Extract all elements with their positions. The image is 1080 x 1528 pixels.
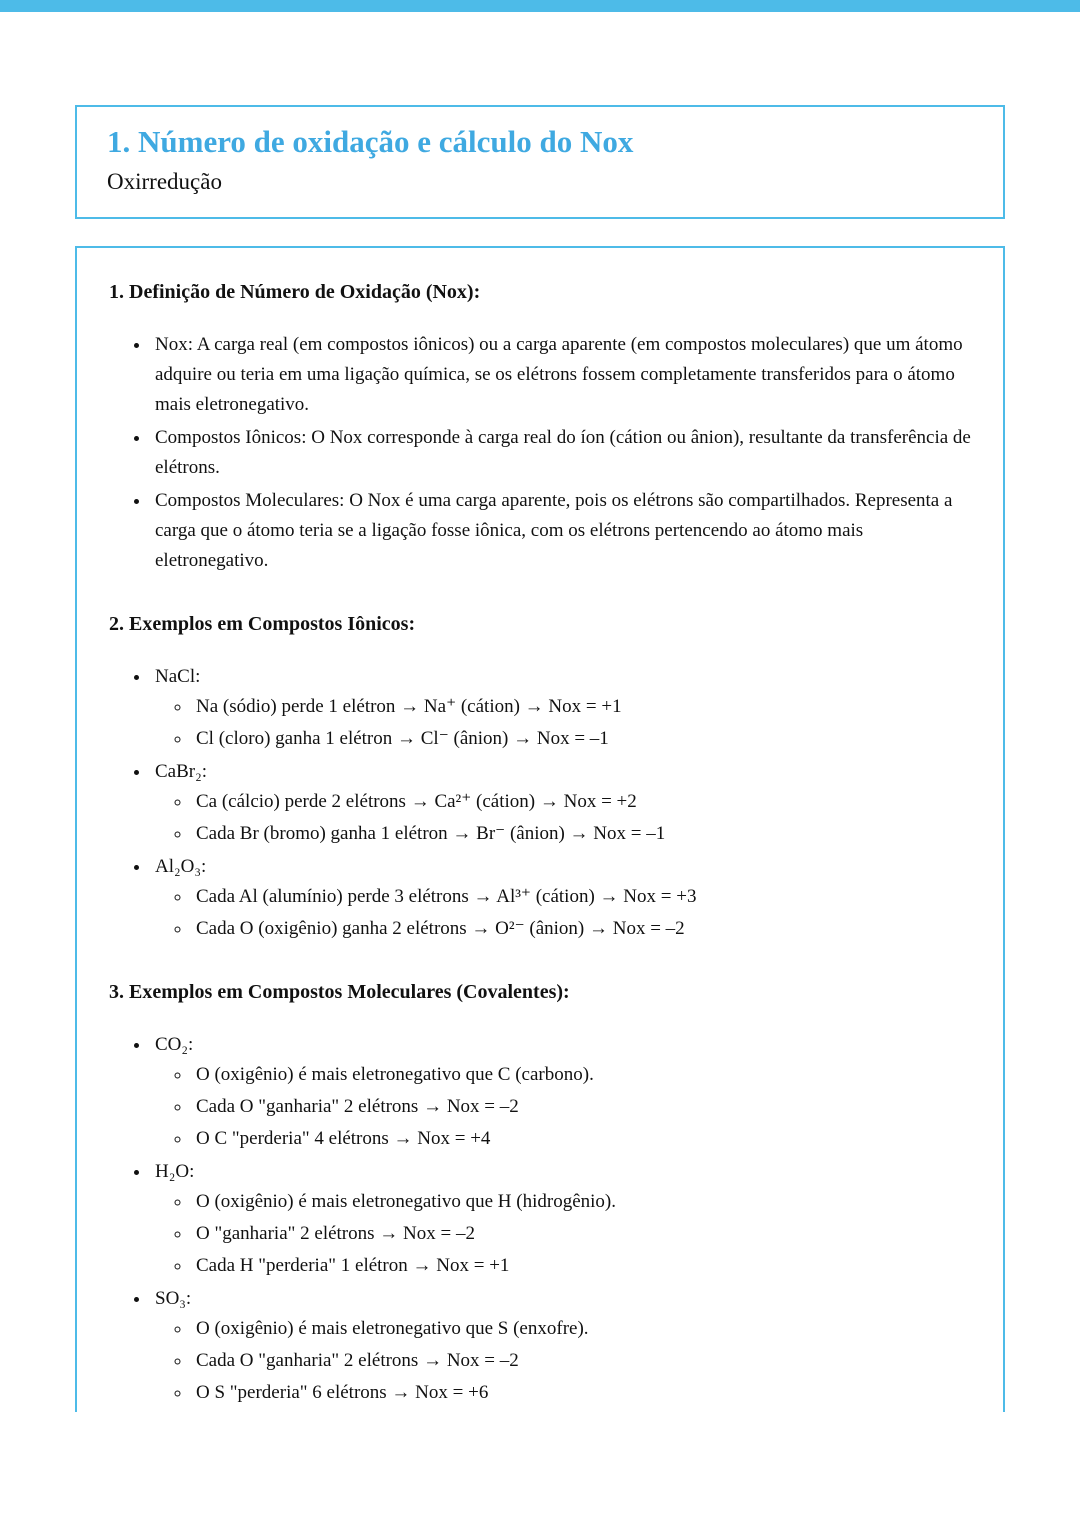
list-item-text: Al₂O₃: (155, 855, 207, 877)
section (109, 278, 971, 576)
bullet-list (109, 1030, 971, 1408)
sub-bullet-list (155, 1187, 971, 1281)
sub-bullet-list (155, 692, 971, 754)
sub-list-item: ◦ O S "perderia" 6 elétrons → Nox = +6 (192, 1378, 971, 1408)
list-item-text: CO₂: (155, 1033, 194, 1055)
page-subtitle: Oxirredução (107, 168, 222, 194)
list-item-text: Compostos Iônicos: O Nox corresponde à carga real do íon (cátion ou ânion), resultante da transferência de elétrons. (155, 426, 971, 478)
list-item (151, 1284, 971, 1408)
sub-list-item: ◦ Na (sódio) perde 1 elétron → Na⁺ (cátion) → Nox = +1 (192, 692, 971, 722)
section-heading: 2. Exemplos em Compostos Iônicos: (109, 612, 416, 635)
sub-bullet-list (155, 882, 971, 944)
list-item (151, 757, 971, 849)
list-item (151, 486, 971, 576)
list-item-text: NaCl: (155, 665, 201, 687)
list-item (151, 423, 971, 483)
page-title: 1. Número de oxidação e cálculo do Nox (107, 124, 634, 159)
sub-list-item: ◦ Cada H "perderia" 1 elétron → Nox = +1 (192, 1251, 971, 1281)
sub-list-item: ◦ Cada O (oxigênio) ganha 2 elétrons → O²⁻ (ânion) → Nox = –2 (192, 914, 971, 944)
list-item-text: SO₃: (155, 1287, 192, 1309)
list-item-text: Compostos Moleculares: O Nox é uma carga aparente, pois os elétrons são compartilhados. Representa a carga que o átomo teria se a ligação fosse iônica, com os elétrons pertencendo ao átomo mais eletronegativo. (155, 489, 953, 571)
sub-list-item: ◦ O (oxigênio) é mais eletronegativo que C (carbono). (192, 1060, 971, 1090)
sub-bullet-list (155, 1314, 971, 1408)
list-item-text: H₂O: (155, 1160, 195, 1182)
sub-list-item: ◦ O (oxigênio) é mais eletronegativo que H (hidrogênio). (192, 1187, 971, 1217)
bullet-list (109, 330, 971, 576)
section (109, 978, 971, 1408)
top-accent-bar (0, 0, 1080, 12)
sub-bullet-list (155, 787, 971, 849)
sub-list-item: ◦ O "ganharia" 2 elétrons → Nox = –2 (192, 1219, 971, 1249)
content-box (75, 246, 1005, 1412)
list-item (151, 852, 971, 944)
section (109, 610, 971, 944)
list-item (151, 1157, 971, 1281)
sections (109, 278, 971, 1408)
sub-list-item: ◦ O (oxigênio) é mais eletronegativo que S (enxofre). (192, 1314, 971, 1344)
sub-list-item: ◦ Cada Br (bromo) ganha 1 elétron → Br⁻ (ânion) → Nox = –1 (192, 819, 971, 849)
sub-list-item: ◦ Cada O "ganharia" 2 elétrons → Nox = –2 (192, 1092, 971, 1122)
sub-list-item: ◦ Cada Al (alumínio) perde 3 elétrons → Al³⁺ (cátion) → Nox = +3 (192, 882, 971, 912)
sub-list-item: ◦ Cada O "ganharia" 2 elétrons → Nox = –2 (192, 1346, 971, 1376)
list-item (151, 1030, 971, 1154)
sub-list-item: ◦ Ca (cálcio) perde 2 elétrons → Ca²⁺ (cátion) → Nox = +2 (192, 787, 971, 817)
list-item-text: CaBr₂: (155, 760, 208, 782)
header-box (75, 105, 1005, 219)
list-item (151, 662, 971, 754)
sub-bullet-list (155, 1060, 971, 1154)
section-heading: 1. Definição de Número de Oxidação (Nox): (109, 280, 481, 303)
section-heading: 3. Exemplos em Compostos Moleculares (Covalentes): (109, 980, 570, 1003)
sub-list-item: ◦ O C "perderia" 4 elétrons → Nox = +4 (192, 1124, 971, 1154)
list-item (151, 330, 971, 420)
bullet-list (109, 662, 971, 944)
sub-list-item: ◦ Cl (cloro) ganha 1 elétron → Cl⁻ (ânion) → Nox = –1 (192, 724, 971, 754)
list-item-text: Nox: A carga real (em compostos iônicos) ou a carga aparente (em compostos moleculares) que um átomo adquire ou teria em uma ligação química, se os elétrons fossem completamente transferidos para o átomo mais eletronegativo. (155, 333, 963, 415)
